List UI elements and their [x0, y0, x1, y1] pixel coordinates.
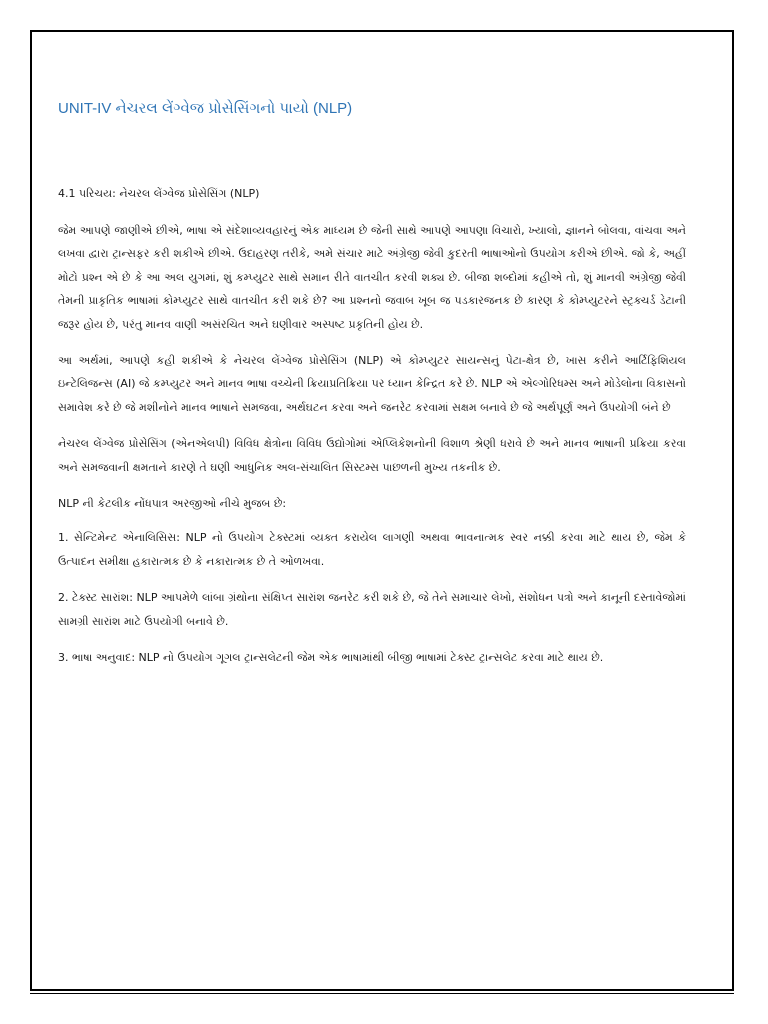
paragraph-definition: આ અર્થમાં, આપણે કહી શકીએ કે નેચરલ લેંગ્વેજ પ્રોસેસિંગ (NLP) એ કોમ્પ્યુટર સાયન્સનું પેટા-ક્ષેત્ર છે, ખાસ કરીને આર્ટિફિશિયલ ઇન્ટેલિજન્સ (AI) જે કમ્પ્યુટર અને માનવ ભાષા વચ્ચેની ક્રિયાપ્રતિક્રિયા પર ધ્યાન કેન્દ્રિત કરે છે. NLP એ એલ્ગોરિધમ્સ અને મોડેલોના વિકાસનો સમાવેશ કરે છે જે મશીનોને માનવ ભાષાને સમજવા, અર્થઘટન કરવા અને જનરેટ કરવામાં સક્ષમ બનાવે છે જે અર્થપૂર્ણ અને ઉપયોગી બંને છે — [58, 354, 686, 414]
paragraph-intro: જેમ આપણે જાણીએ છીએ, ભાષા એ સંદેશાવ્યવહારનું એક માધ્યમ છે જેની સાથે આપણે આપણા વિચારો, ખ્યાલો, જ્ઞાનને બોલવા, વાંચવા અને લખવા દ્વારા ટ્રાન્સફર કરી શકીએ છીએ. ઉદાહરણ તરીકે, અમે સંચાર માટે અંગ્રેજી જેવી કુદરતી ભાષાઓનો ઉપયોગ કરીએ છીએ. જો કે, અહીં મોટો પ્રશ્ન એ છે કે આ અલ યુગમાં, શું કમ્પ્યુટર સાથે સમાન રીતે વાતચીત કરવી શક્ય છે. બીજા શબ્દોમાં કહીએ તો, શું માનવી અંગ્રેજી જેવી તેમની પ્રાકૃતિક ભાષામાં કોમ્પ્યુટર સાથે વાતચીત કરી શકે છે? આ પ્રશ્નનો જવાબ ખૂબ જ પડકારજનક છે કારણ કે કોમ્પ્યુટરને સ્ટ્રક્ચર્ડ ડેટાની જરૂર હોય છે, પરંતુ માનવ વાણી અસંરચિત અને ઘણીવાર અસ્પષ્ટ પ્રકૃતિની હોય છે. — [58, 224, 686, 331]
section-subheading: 4.1 પરિચય: નેચરલ લેંગ્વેજ પ્રોસેસિંગ (NLP) — [58, 187, 260, 200]
unit-heading: UNIT-IV નેચરલ લેંગ્વેજ પ્રોસેસિંગનો પાયો (NLP) — [58, 100, 353, 117]
document-body — [58, 96, 686, 683]
list-item-language-translation: 3. ભાષા અનુવાદ: NLP નો ઉપયોગ ગૂગલ ટ્રાન્સલેટની જેમ એક ભાષામાંથી બીજી ભાષામાં ટેક્સ્ટ ટ્રાન્સલેટ કરવા માટે થાય છે. — [58, 651, 604, 665]
paragraph-applications-overview: નેચરલ લેંગ્વેજ પ્રોસેસિંગ (એનએલપી) વિવિધ ક્ષેત્રોના વિવિધ ઉદ્યોગોમાં એપ્લિકેશનોની વિશાળ શ્રેણી ધરાવે છે અને માનવ ભાષાની પ્રક્રિયા કરવા અને સમજવાની ક્ષમતાને કારણે તે ઘણી આધુનિક અલ-સંચાલિત સિસ્ટમ્સ પાછળની મુખ્ય તકનીક છે. — [58, 437, 686, 474]
paragraph-applications-lead: NLP ની કેટલીક નોંધપાત્ર અરજીઓ નીચે મુજબ છે: — [58, 497, 287, 511]
list-item-text-summarization: 2. ટેક્સ્ટ સારાંશ: NLP આપમેળે લાંબા ગ્રંથોના સંક્ષિપ્ત સારાંશ જનરેટ કરી શકે છે, જે તેને સમાચાર લેખો, સંશોધન પત્રો અને કાનૂની દસ્તાવેજોમાં સામગ્રી સારાંશ માટે ઉપયોગી બનાવે છે. — [58, 591, 686, 628]
list-item-sentiment-analysis: 1. સેન્ટિમેન્ટ એનાલિસિસ: NLP નો ઉપયોગ ટેક્સ્ટમાં વ્યક્ત કરાયેલ લાગણી અથવા ભાવનાત્મક સ્વર નક્કી કરવા માટે થાય છે, જેમ કે ઉત્પાદન સમીક્ષા હકારાત્મક છે કે નકારાત્મક છે તે ઓળખવા. — [58, 531, 686, 568]
